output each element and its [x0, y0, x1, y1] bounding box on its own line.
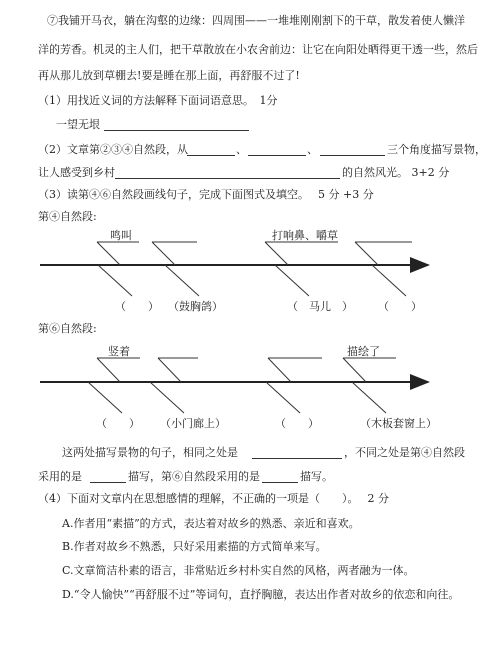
q2-sep-1: 、	[236, 143, 247, 156]
diagram2-top-branch-1	[97, 358, 120, 382]
q3-fill-line-1-a: 这两处描写景物的句子，相同之处是	[62, 446, 238, 459]
diagram1-bottom-branch-3	[275, 265, 309, 296]
diagram2	[40, 358, 428, 413]
q4-option-a[interactable]: A.作者用“素描”的方式，表达着对故乡的熟悉、亲近和喜欢。	[62, 517, 360, 530]
para4-label: 第④自然段:	[38, 210, 97, 223]
diagram1-top-branch-2	[152, 242, 175, 265]
question-2-line-2-a: 让人感受到乡村	[38, 166, 115, 179]
diagram2-top-branch-2	[158, 358, 181, 382]
para6-label: 第⑥自然段:	[38, 322, 97, 335]
q3-blank-para6[interactable]	[262, 482, 298, 483]
q3-blank-para4[interactable]	[90, 482, 126, 483]
diagram2-bottom-branch-2	[150, 382, 184, 413]
q3-fill-line-2-c: 描写。	[300, 470, 333, 483]
q4-option-c[interactable]: C.文章简洁朴素的语言，非常贴近乡村朴实自然的风格，两者融为一体。	[62, 564, 415, 577]
diagram2-bottom-branch-1	[88, 382, 122, 413]
q3-blank-same[interactable]	[252, 458, 342, 459]
diagram1-bottom-branch-2	[165, 265, 199, 296]
diagram1-bottom-label-3: （ 马儿 ）	[287, 300, 353, 313]
diagram1-bottom-branch-4	[372, 265, 406, 296]
diagram1-bottom-label-4: （ ）	[378, 300, 422, 313]
question-4: （4）下面对文章内在思想感情的理解，不正确的一项是（ ）。 2 分	[38, 492, 389, 505]
question-2-part-a: （2）文章第②③④自然段，从	[38, 143, 188, 156]
question-2-part-b: 三个角度描写景物，	[387, 143, 486, 156]
question-3: （3）读第④⑥自然段画线句子，完成下面图式及填空。 5 分 +3 分	[38, 188, 374, 201]
diagram1-bottom-branch-1	[98, 265, 132, 296]
diagram1	[40, 242, 428, 296]
diagram1-bottom-label-1: （ ）	[115, 300, 159, 313]
passage-line-2: 洋的芳香。机灵的主人们，把干草散放在小农舍前边：让它在向阳处晒得更干透一些，然后	[38, 43, 478, 56]
diagram1-top-branch-4	[355, 242, 378, 265]
diagram1-top-label-2: 打响鼻、嚼草	[272, 229, 338, 242]
diagram2-bottom-branch-3	[266, 382, 300, 413]
q3-fill-line-1-b: ，不同之处是第④自然段	[344, 446, 465, 459]
diagram1-top-branch-1	[97, 242, 120, 265]
diagram1-top-label-1: 鸣叫	[110, 229, 132, 242]
diagram2-top-label-1: 竖着	[108, 345, 130, 358]
diagram1-bottom-label-2: （鼓胸鸽）	[168, 300, 223, 313]
q4-option-b[interactable]: B.作者对故乡不熟悉，只好采用素描的方式简单来写。	[62, 540, 327, 553]
passage-line-3: 再从那儿放到草棚去!要是睡在那上面，再舒服不过了!	[38, 69, 300, 82]
diagram2-top-branch-4	[343, 358, 366, 382]
diagram2-bottom-branch-4	[352, 382, 386, 413]
diagram2-top-label-2: 描绘了	[347, 345, 380, 358]
diagram2-bottom-label-3: （ ）	[275, 417, 319, 430]
diagram2-bottom-label-2: （小门廊上）	[160, 417, 226, 430]
passage-line-1: ⑦我铺开马衣，躺在沟壑的边缘：四周围——一堆堆刚刚割下的干草，散发着使人懒洋	[47, 14, 465, 27]
diagram1-top-branch-3	[265, 242, 288, 265]
diagram2-bottom-label-4: （木板套窗上）	[360, 417, 437, 430]
diagram2-top-branch-3	[268, 358, 291, 382]
q4-option-d[interactable]: D.“令人愉快”“再舒服不过”等词句，直抒胸臆，表达出作者对故乡的依恋和向往。	[62, 588, 460, 601]
question-1: （1）用找近义词的方法解释下面词语意思。 1分	[38, 94, 278, 107]
q3-fill-line-2-a: 采用的是	[38, 470, 82, 483]
diagram2-bottom-label-1: （ ）	[96, 417, 140, 430]
q1-word: 一望无垠	[56, 118, 100, 131]
q2-sep-2: 、	[307, 143, 318, 156]
question-2-line-2-b: 的自然风光。 3+2 分	[342, 166, 450, 179]
q3-fill-line-2-b: 描写，第⑥自然段采用的是	[128, 470, 260, 483]
